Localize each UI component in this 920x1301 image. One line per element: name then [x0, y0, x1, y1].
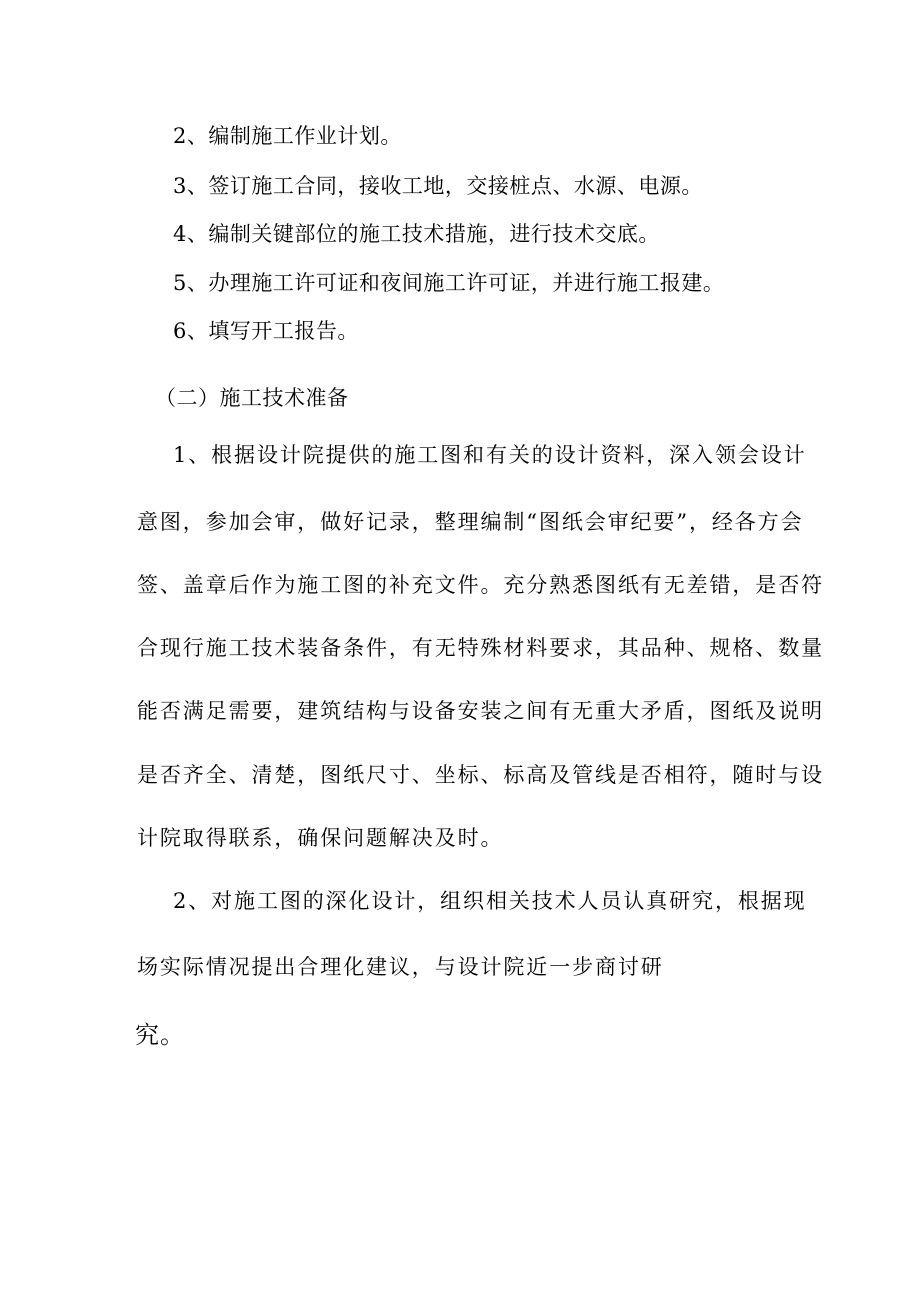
list-item: 6、填写开工报告。 — [173, 319, 359, 343]
paragraph-line: 究。 — [135, 1021, 185, 1049]
paragraph-line: 是否齐全、清楚，图纸尺寸、坐标、标高及管线是否相符，随时与设 — [137, 763, 824, 787]
list-item: 4、编制关键部位的施工技术措施，进行技术交底。 — [173, 222, 660, 246]
paragraph-line: 合现行施工技术装备条件，有无特殊材料要求，其品种、规格、数量 — [137, 636, 824, 660]
paragraph-line: 1、根据设计院提供的施工图和有关的设计资料，深入领会设计 — [173, 443, 807, 467]
paragraph-line: 签、盖章后作为施工图的补充文件。充分熟悉图纸有无差错，是否符 — [137, 573, 824, 597]
paragraph-line: 意图，参加会审，做好记录，整理编制“图纸会审纪要”，经各方会 — [137, 510, 804, 534]
paragraph-line: 能否满足需要，建筑结构与设备安装之间有无重大矛盾，图纸及说明 — [137, 699, 824, 723]
section-heading: （二）施工技术准备 — [155, 386, 349, 410]
list-item: 3、签订施工合同，接收工地，交接桩点、水源、电源。 — [173, 174, 703, 198]
paragraph-line: 场实际情况提出合理化建议，与设计院近一步商讨研 — [137, 955, 664, 979]
paragraph-line: 计院取得联系，确保问题解决及时。 — [137, 826, 504, 850]
list-item: 5、办理施工许可证和夜间施工许可证，并进行施工报建。 — [173, 271, 725, 295]
paragraph-line: 2、对施工图的深化设计，组织相关技术人员认真研究，根据现 — [173, 889, 807, 913]
list-item: 2、编制施工作业计划。 — [173, 124, 402, 148]
